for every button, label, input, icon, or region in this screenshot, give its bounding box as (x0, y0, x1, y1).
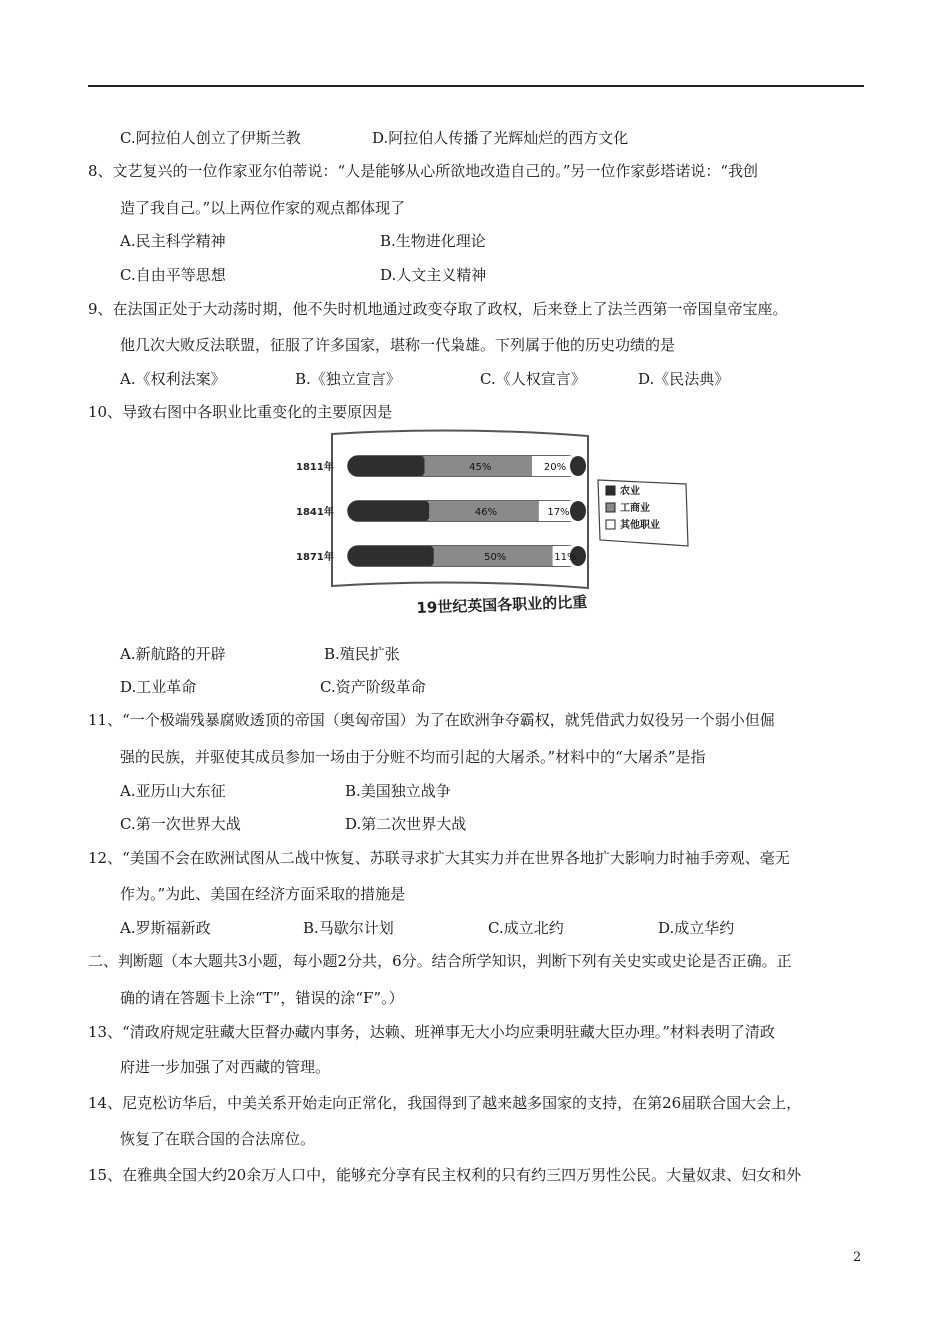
q7-option-d: D.阿拉伯人传播了光辉灿烂的西方文化 (372, 129, 629, 147)
q12-option-a: A.罗斯福新政 (120, 919, 211, 937)
q7-option-c: C.阿拉伯人创立了伊斯兰教 (120, 129, 301, 147)
industry-value-label: 50% (484, 552, 507, 563)
section2-heading-line2: 确的请在答题卡上涂“T”，错误的涂“F”。） (120, 989, 404, 1007)
q11-stem-line2: 强的民族，并驱使其成员参加一场由于分赃不均而引起的大屠杀。”材料中的“大屠杀”是指 (120, 748, 706, 766)
legend-label: 其他职业 (620, 520, 660, 531)
chart-title: 19世纪英国各职业的比重 (416, 593, 588, 617)
q15-line1: 15、在雅典全国大约20余万人口中，能够充分享有民主权利的只有约三四万男性公民。大量奴隶、妇女和外 (88, 1166, 802, 1184)
bar-agriculture (348, 546, 438, 566)
q10-option-d: D.工业革命 (120, 678, 197, 696)
q13-line1: 13、“清政府规定驻藏大臣督办藏内事务，达赖、班禅事无大小均应秉明驻藏大臣办理。”材料表明了清政 (88, 1023, 775, 1041)
q9-option-d: D.《民法典》 (638, 370, 730, 388)
q8-option-d: D.人文主义精神 (380, 266, 487, 284)
category-label: 1811年 (296, 462, 334, 473)
q12-stem-line2: 作为。”为此、美国在经济方面采取的措施是 (120, 885, 406, 903)
q8-stem-line2: 造了我自己。”以上两位作家的观点都体现了 (120, 199, 406, 217)
q12-option-b: B.马歇尔计划 (303, 919, 394, 937)
q8-option-c: C.自由平等思想 (120, 266, 226, 284)
bar-agriculture (348, 456, 429, 476)
q14-line1: 14、尼克松访华后，中美关系开始走向正常化，我国得到了越来越多国家的支持，在第26届联合国大会上， (88, 1094, 802, 1112)
q8-stem-line1: 8、文艺复兴的一位作家亚尔伯蒂说：“人是能够从心所欲地改造自己的。”另一位作家彭塔诺说：“我创 (88, 162, 759, 180)
q10-stem: 10、导致右图中各职业比重变化的主要原因是 (88, 403, 393, 421)
industry-value-label: 46% (474, 507, 498, 518)
header-rule (88, 85, 864, 87)
section2-heading-line1: 二、判断题（本大题共3小题，每小题2分共，6分。结合所学知识，判断下列有关史实或史论是否正确。正 (88, 952, 792, 970)
q13-line2: 府进一步加强了对西藏的管理。 (120, 1058, 331, 1076)
q10-option-a: A.新航路的开辟 (120, 645, 226, 663)
legend-label: 农业 (620, 486, 640, 497)
legend-swatch (606, 486, 615, 495)
q8-option-a: A.民主科学精神 (120, 232, 226, 250)
occupation-share-chart (288, 428, 696, 628)
legend-swatch (606, 503, 615, 512)
q10-option-b: B.殖民扩张 (324, 645, 400, 663)
q9-stem-line1: 9、在法国正处于大动荡时期，他不失时机地通过政变夺取了政权，后来登上了法兰西第一帝国皇帝宝座。 (88, 300, 788, 318)
q10-option-c: C.资产阶级革命 (320, 678, 426, 696)
industry-value-label: 45% (469, 462, 492, 473)
q11-stem-line1: 11、“一个极端残暴腐败透顶的帝国（奥匈帝国）为了在欧洲争夺霸权，就凭借武力奴役另一个弱小但倔 (88, 711, 775, 729)
q9-option-b: B.《独立宣言》 (295, 370, 401, 388)
page-number: 2 (853, 1250, 862, 1265)
q8-option-b: B.生物进化理论 (380, 232, 486, 250)
q11-option-c: C.第一次世界大战 (120, 815, 241, 833)
other-value-label: 17% (547, 507, 570, 518)
q14-line2: 恢复了在联合国的合法席位。 (120, 1130, 316, 1148)
other-value-label: 11% (554, 552, 577, 563)
category-label: 1871年 (296, 552, 334, 563)
legend-swatch (606, 520, 615, 529)
category-label: 1841年 (296, 507, 334, 518)
legend-label: 工商业 (620, 503, 650, 514)
q9-stem-line2: 他几次大败反法联盟，征服了许多国家，堪称一代枭雄。下列属于他的历史功绩的是 (120, 336, 676, 354)
q11-option-d: D.第二次世界大战 (345, 815, 467, 833)
q9-option-a: A.《权利法案》 (120, 370, 226, 388)
q9-option-c: C.《人权宣言》 (480, 370, 586, 388)
q11-option-a: A.亚历山大东征 (120, 782, 226, 800)
bar-end-cap (570, 501, 586, 521)
q12-option-d: D.成立华约 (658, 919, 735, 937)
bar-agriculture (348, 501, 433, 521)
other-value-label: 20% (543, 462, 567, 473)
q12-option-c: C.成立北约 (488, 919, 564, 937)
q11-option-b: B.美国独立战争 (345, 782, 451, 800)
q12-stem-line1: 12、“美国不会在欧洲试图从二战中恢复、苏联寻求扩大其实力并在世界各地扩大影响力时袖手旁观、毫无 (88, 849, 790, 867)
bar-end-cap (570, 456, 586, 476)
